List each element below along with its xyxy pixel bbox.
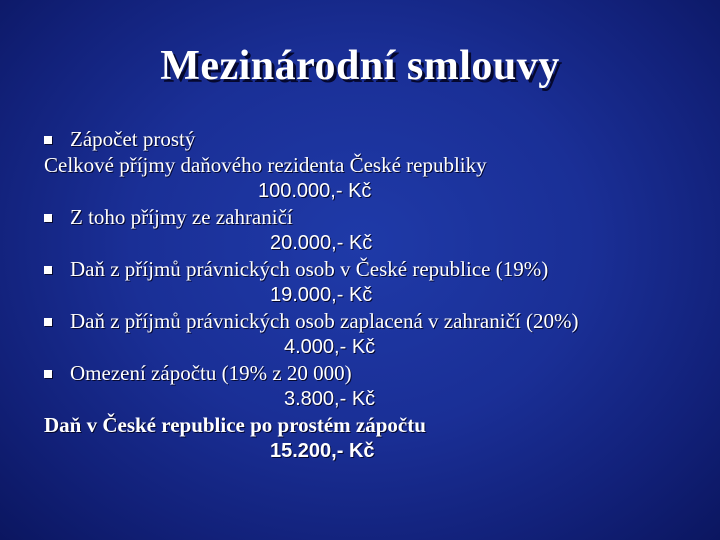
square-bullet-icon [44,266,52,274]
amount-value [44,282,684,308]
square-bullet-icon [44,318,52,326]
square-bullet-icon [44,136,52,144]
slide-title: Mezinárodní smlouvy [160,43,560,89]
amount-value [44,230,684,256]
list-item [44,126,684,152]
list-item [44,152,684,178]
item-label: Daň z příjmů právnických osob v České republice (19%) [70,257,549,281]
square-bullet-icon [44,370,52,378]
amount-text: 15.200,- Kč [270,440,375,462]
amount-text: 3.800,- Kč [284,388,376,410]
item-label: Z toho příjmy ze zahraničí [70,205,293,229]
amount-value [44,178,684,204]
item-text: Celkové příjmy daňového rezidenta České republiky [44,153,487,177]
list-item [44,412,684,438]
item-label: Daň z příjmů právnických osob zaplacená v zahraničí (20%) [70,309,579,333]
slide-content [44,126,684,464]
item-text: Daň v České republice po prostém zápočtu [44,413,426,437]
item-label: Omezení zápočtu (19% z 20 000) [70,361,352,385]
amount-text: 20.000,- Kč [270,232,373,254]
item-label: Zápočet prostý [70,127,196,151]
list-item [44,256,684,282]
amount-value [44,438,684,464]
list-item [44,204,684,230]
amount-text: 4.000,- Kč [284,336,376,358]
amount-value [44,386,684,412]
list-item [44,308,684,334]
amount-text: 100.000,- Kč [258,180,372,202]
amount-text: 19.000,- Kč [270,284,373,306]
list-item [44,360,684,386]
square-bullet-icon [44,214,52,222]
amount-value [44,334,684,360]
